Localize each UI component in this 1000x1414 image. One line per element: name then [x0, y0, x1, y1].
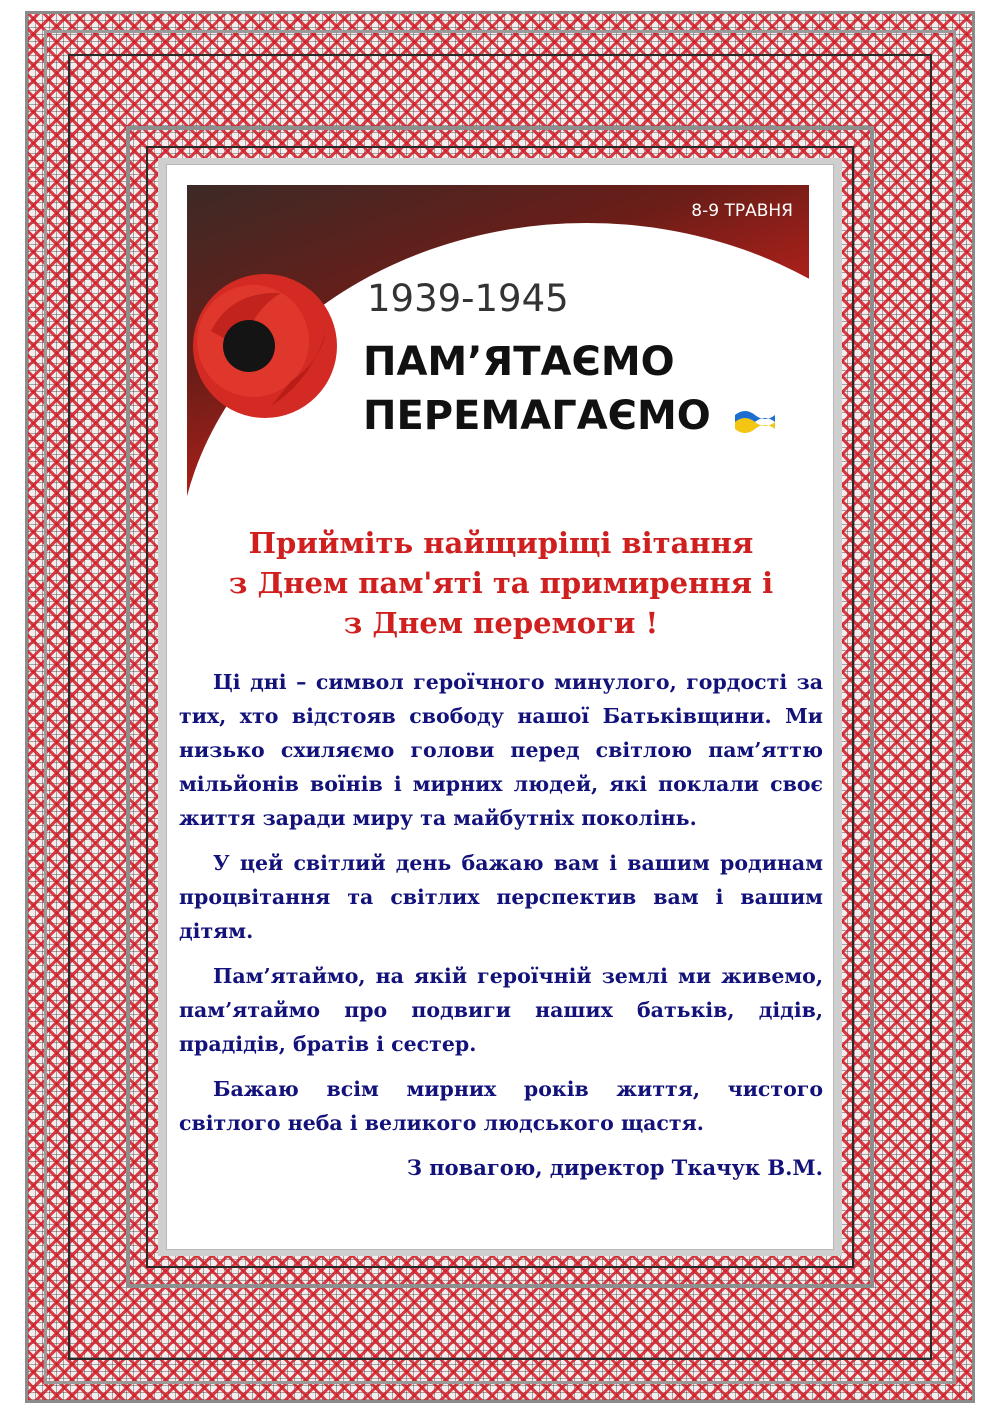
greeting-heading	[167, 523, 835, 643]
paragraph-1: Ці дні – символ героїчного минулого, гордості за тих, хто відстояв свободу нашої Батьківщини. Ми низько схиляємо голови перед світлою пам’яттю мільйонів воїнів і мирних людей, які поклали своє життя заради миру та майбутніх поколінь.	[179, 670, 823, 830]
signature: З повагою, директор Ткачук В.М.	[406, 1155, 823, 1180]
content-panel	[166, 164, 834, 1250]
poppy-icon	[191, 271, 339, 421]
ukraine-flag-icon	[735, 407, 775, 437]
paragraph-3: Пам’ятаймо, на якій героїчній землі ми живемо, пам’ятаймо про подвиги наших батьків, дідів, прадідів, братів і сестер.	[179, 964, 823, 1056]
poster-banner	[187, 185, 809, 507]
greeting-line-3: з Днем перемоги !	[343, 606, 659, 640]
banner-years: 1939-1945	[367, 277, 569, 320]
banner-slogan-line-2: ПЕРЕМАГАЄМО	[363, 393, 711, 439]
paragraph-4: Бажаю всім мирних років життя, чистого світлого неба і великого людського щастя.	[179, 1077, 823, 1135]
banner-slogan-line-1: ПАМ’ЯТАЄМО	[363, 339, 675, 385]
letter-body	[179, 665, 823, 1185]
greeting-line-2: з Днем пам'яті та примирення і	[228, 566, 774, 600]
greeting-line-1: Прийміть найщиріщі вітання	[248, 526, 754, 560]
paragraph-2: У цей світлий день бажаю вам і вашим родинам процвітання та світлих перспектив вам і вашим дітям.	[179, 851, 823, 943]
banner-date: 8-9 ТРАВНЯ	[691, 201, 793, 221]
